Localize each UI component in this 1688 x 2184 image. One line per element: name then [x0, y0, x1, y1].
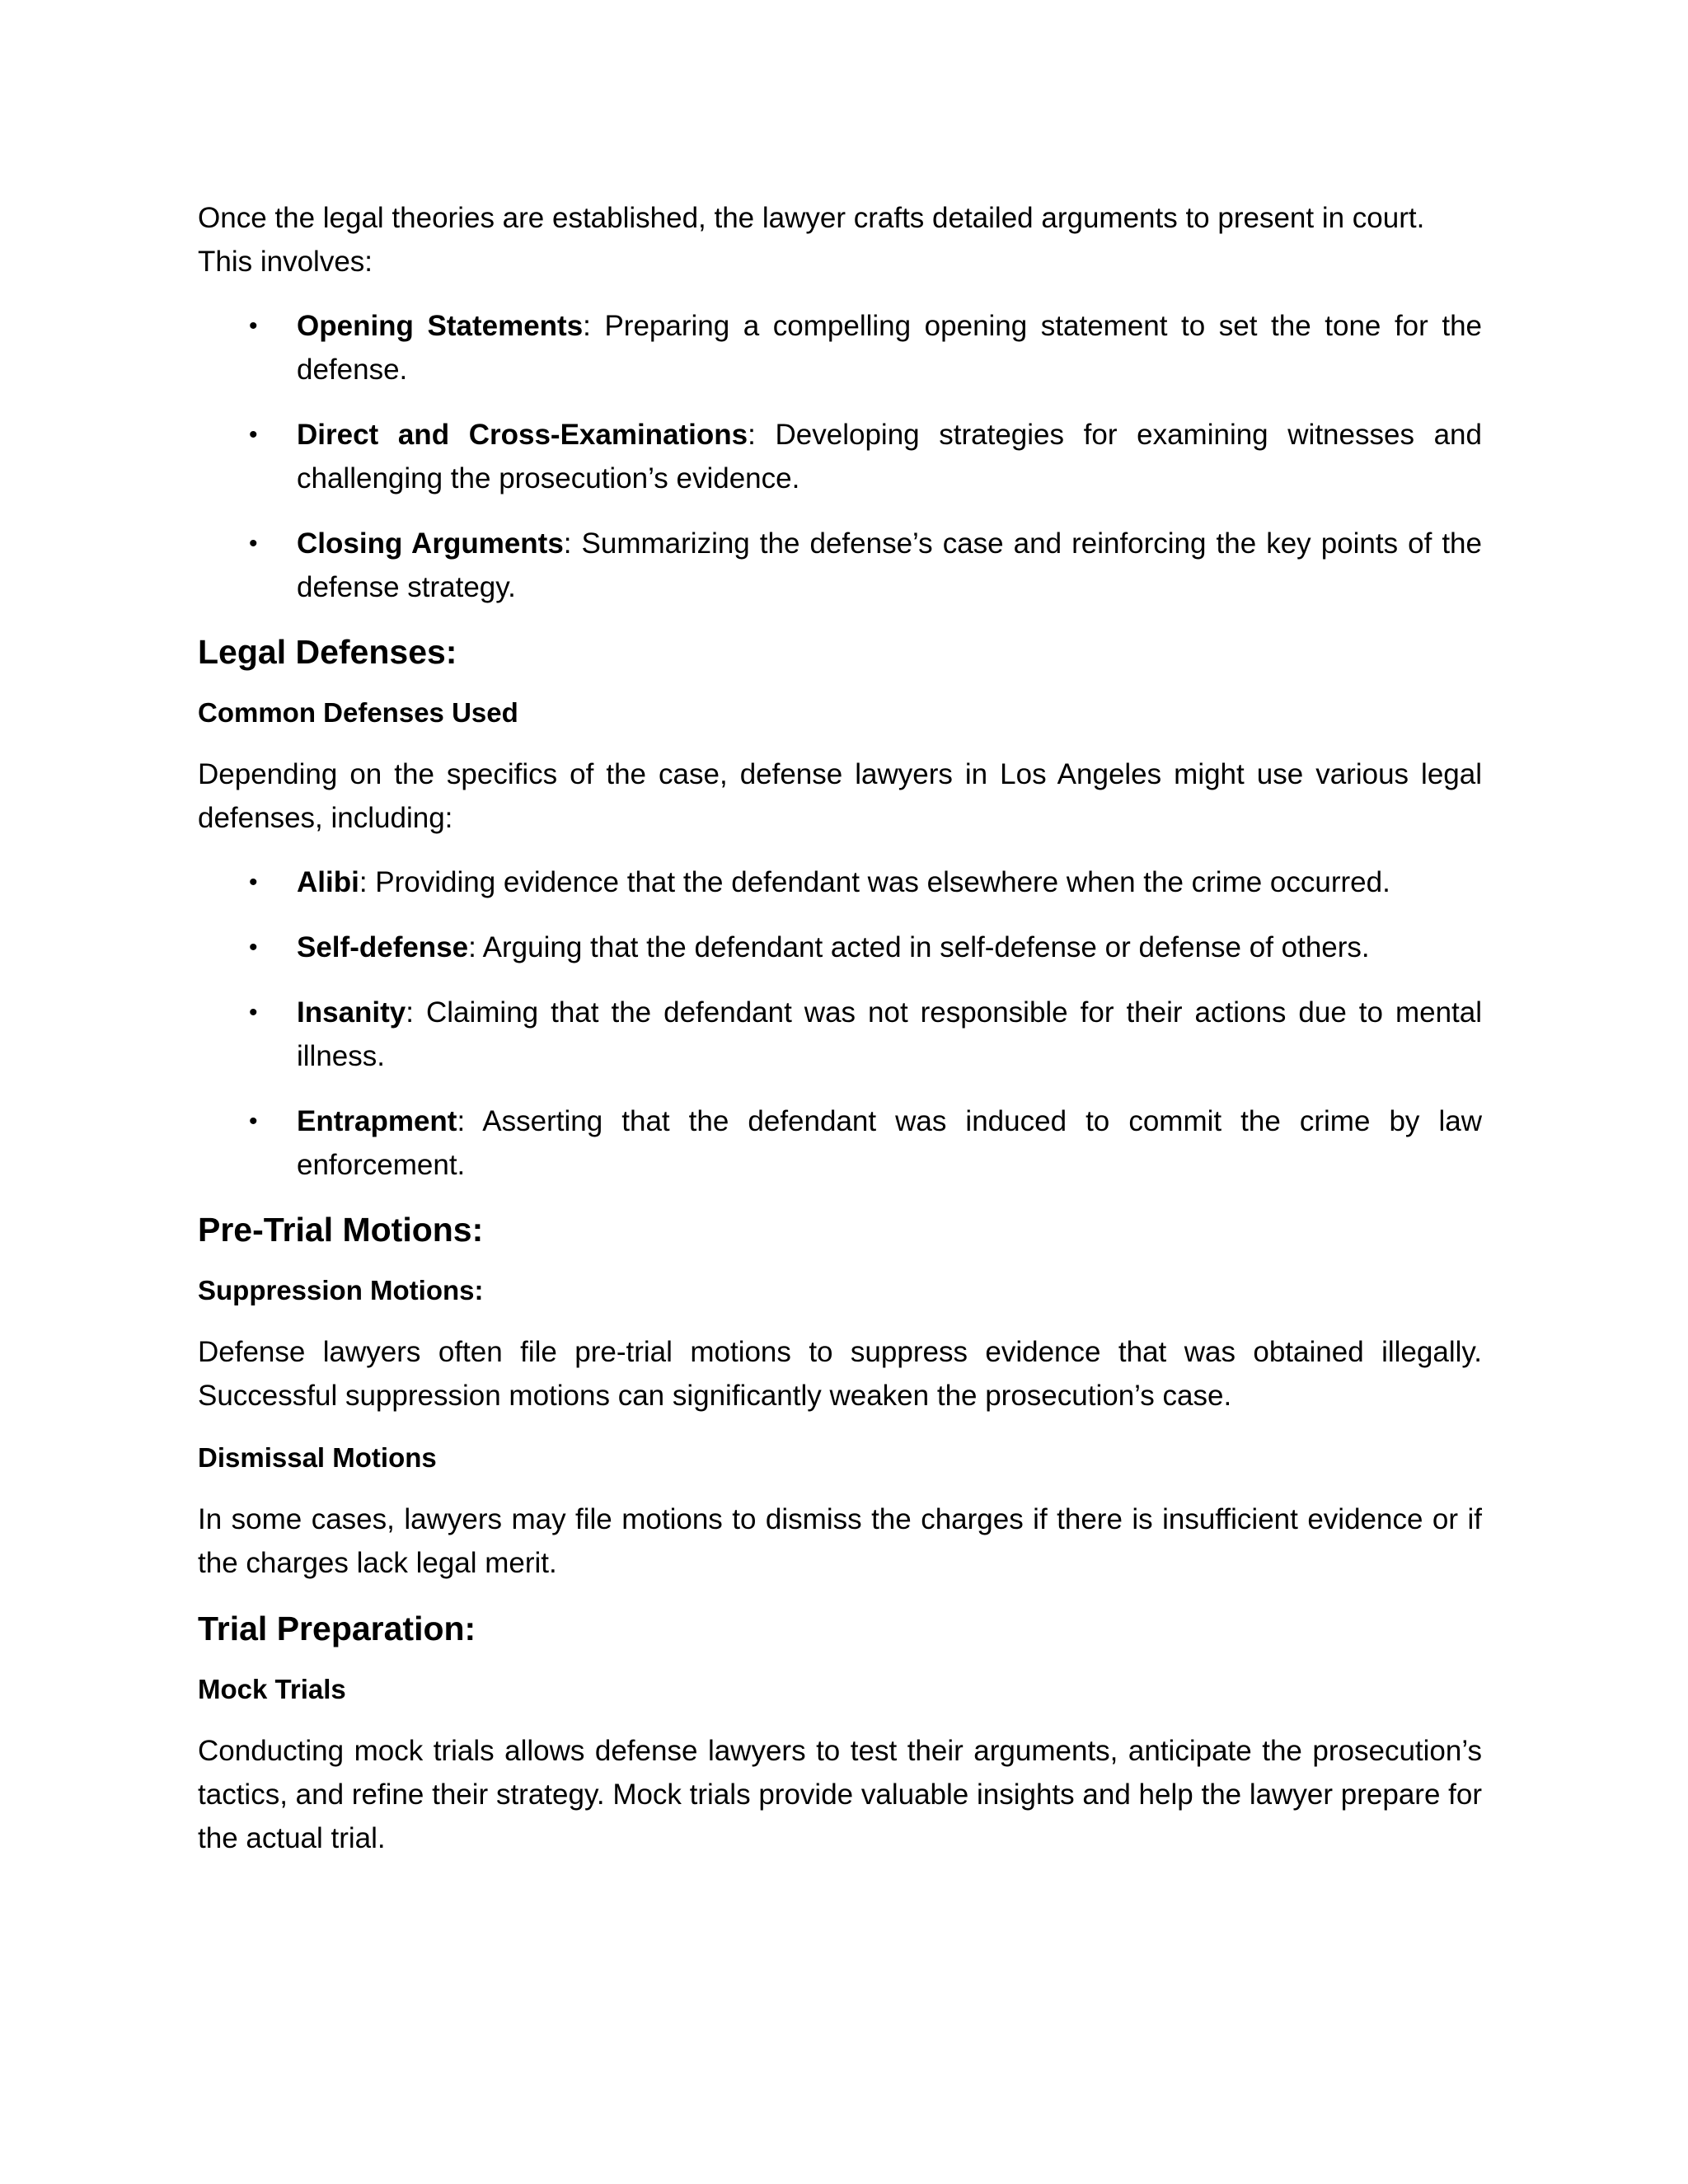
list-item-term: Alibi — [297, 866, 359, 898]
list-item-text: : Summarizing the defense’s case and reinforcing the key points of the defense strategy. — [297, 527, 1482, 603]
bullet-icon: • — [249, 999, 258, 1026]
list-item-text: : Developing strategies for examining witnesses and challenging the prosecution’s evidence. — [297, 419, 1482, 494]
bullet-icon: • — [249, 934, 258, 961]
list-item — [198, 991, 1482, 1078]
section-heading-pretrial-motions: Pre-Trial Motions: — [198, 1211, 484, 1249]
list-item-term: Closing Arguments — [297, 527, 564, 560]
list-item-text: : Asserting that the defendant was induced to commit the crime by law enforcement. — [297, 1105, 1482, 1181]
list-item — [198, 860, 1482, 904]
list-item-text: : Providing evidence that the defendant was elsewhere when the crime occurred. — [359, 866, 1390, 898]
list-item — [198, 926, 1482, 969]
bullet-icon: • — [249, 869, 258, 896]
list-item-term: Direct and Cross-Examinations — [297, 419, 748, 451]
subheading-dismissal-motions: Dismissal Motions — [198, 1442, 437, 1473]
document-page — [198, 196, 1482, 1881]
bullet-icon: • — [249, 312, 258, 340]
suppression-paragraph: Defense lawyers often file pre-trial motions to suppress evidence that was obtained illegally. Successful suppression motions can significantly weaken the prosecution’s case. — [198, 1336, 1482, 1412]
dismissal-paragraph: In some cases, lawyers may file motions to dismiss the charges if there is insufficient evidence or if the charges lack legal merit. — [198, 1503, 1482, 1579]
list-item — [198, 1099, 1482, 1187]
list-item — [198, 304, 1482, 391]
section-heading-trial-preparation: Trial Preparation: — [198, 1610, 476, 1647]
bullet-icon: • — [249, 421, 258, 448]
bullet-icon: • — [249, 530, 258, 557]
list-item-text: : Arguing that the defendant acted in self-defense or defense of others. — [468, 931, 1370, 963]
arguments-list — [198, 304, 1482, 609]
subheading-mock-trials: Mock Trials — [198, 1674, 346, 1704]
list-item-term: Entrapment — [297, 1105, 457, 1137]
list-item — [198, 522, 1482, 609]
subheading-common-defenses: Common Defenses Used — [198, 697, 518, 728]
list-item-term: Insanity — [297, 996, 406, 1029]
list-item — [198, 413, 1482, 500]
mock-trials-paragraph: Conducting mock trials allows defense lawyers to test their arguments, anticipate the prosecution’s tactics, and refine their strategy. Mock trials provide valuable insights and help the lawyer prepare for the actual trial. — [198, 1735, 1482, 1854]
defenses-list — [198, 860, 1482, 1187]
list-item-text: : Preparing a compelling opening statement to set the tone for the defense. — [297, 310, 1482, 386]
list-item-term: Self-defense — [297, 931, 469, 963]
intro-paragraph: Once the legal theories are established, the lawyer crafts detailed arguments to present in court. This involves: — [198, 202, 1425, 278]
list-item-term: Opening Statements — [297, 310, 584, 342]
section-heading-legal-defenses: Legal Defenses: — [198, 633, 457, 671]
subheading-suppression-motions: Suppression Motions: — [198, 1275, 484, 1305]
list-item-text: : Claiming that the defendant was not responsible for their actions due to mental illness. — [297, 996, 1482, 1072]
legal-defenses-paragraph: Depending on the specifics of the case, defense lawyers in Los Angeles might use various legal defenses, including: — [198, 758, 1482, 834]
bullet-icon: • — [249, 1108, 258, 1135]
